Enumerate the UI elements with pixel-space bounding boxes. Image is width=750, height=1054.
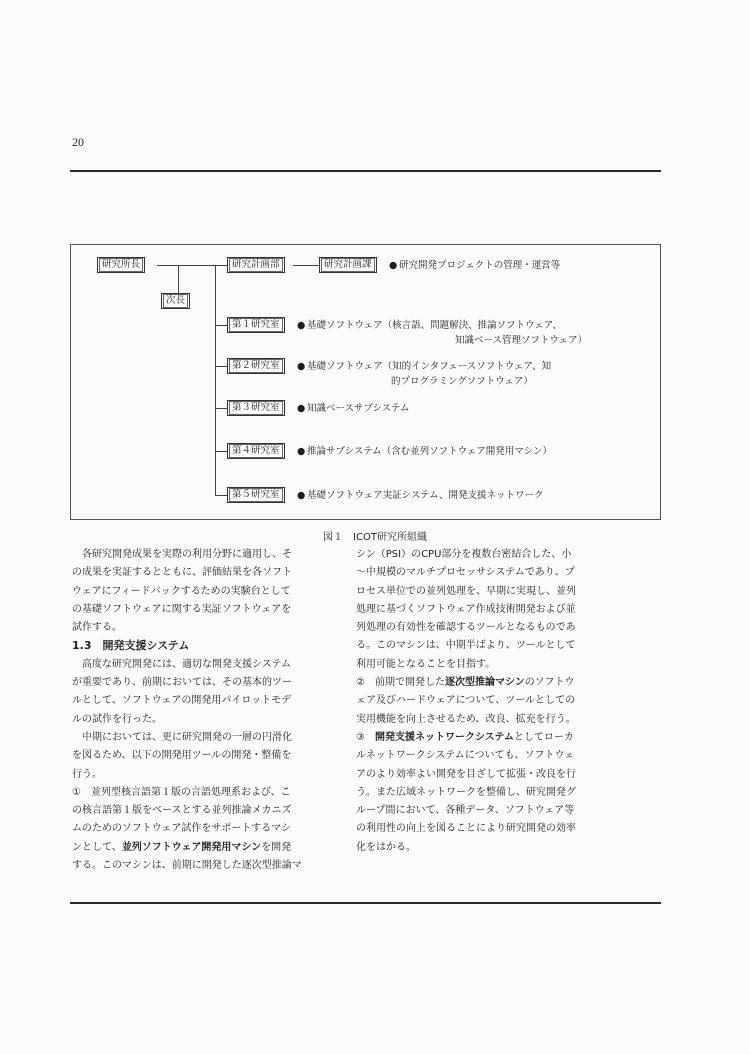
figure-caption: 図１ ICOT研究所組織 bbox=[323, 532, 427, 543]
text-line: する。このマシンは、前期に開発した逐次型推論マ bbox=[72, 860, 302, 872]
text-line: ループ間において、各種データ、ソフトウェア等 bbox=[356, 805, 575, 817]
director-box: 研究所長 bbox=[97, 257, 145, 273]
section-heading: 1.3 開発支援システム bbox=[72, 639, 190, 653]
text-line: 化をはかる。 bbox=[356, 841, 416, 853]
lab-3-desc: ● 知識ベースサブシステム bbox=[297, 403, 410, 414]
text-line: 行う。 bbox=[72, 768, 102, 780]
text-line: の成果を実証するとともに、評価結果を各ソフト bbox=[72, 567, 292, 579]
lab-5-desc: ● 基礎ソフトウェア実証システム、開発支援ネットワーク bbox=[297, 490, 544, 501]
text-line: 中期においては、更に研究開発の一層の円滑化 bbox=[72, 731, 292, 743]
lab-5-box: 第５研究室 bbox=[227, 487, 285, 503]
deputy-box: 次長 bbox=[161, 293, 190, 309]
lab-3-box: 第３研究室 bbox=[227, 400, 285, 416]
right-column bbox=[356, 546, 618, 857]
text-line: 列処理の有効性を確認するツールとなるものであ bbox=[356, 622, 576, 634]
text-line: 試作する。 bbox=[72, 622, 122, 634]
text-line: 高度な研究開発には、適切な開発支援システム bbox=[72, 658, 291, 670]
text-line: ルネットワークシステムについても、ソフトウェ bbox=[356, 750, 575, 762]
text-line: 利用可能となることを目指す。 bbox=[356, 658, 496, 670]
planning-desc: ● 研究開発プロジェクトの管理・運営等 bbox=[389, 260, 561, 271]
lab-4-box: 第４研究室 bbox=[227, 443, 285, 459]
text-line: シン（PSI）のCPU部分を複数台密結合した、小 bbox=[356, 549, 572, 560]
lab-1-box: 第１研究室 bbox=[227, 317, 285, 333]
text-line: の利用性の向上を図ることにより研究開発の効率 bbox=[356, 823, 576, 835]
text-line: が重要であり、前期においては、その基本的ツー bbox=[72, 677, 292, 689]
bottom-rule bbox=[70, 902, 661, 904]
text-line: アのより効率よい開発を目ざして拡張・改良を行 bbox=[356, 768, 576, 780]
left-column bbox=[72, 546, 340, 875]
lab-4-desc: ● 推論サブシステム（含む並列ソフトウェア開発用マシン） bbox=[297, 446, 553, 457]
planning-dept-box: 研究計画部 bbox=[227, 257, 285, 273]
text-line: ③ 開発支援ネットワークシステムとしてローカ bbox=[356, 731, 574, 743]
text-line: 実用機能を向上させるため、改良、拡充を行う。 bbox=[356, 713, 576, 725]
text-line: の核言語第１版をベースとする並列推論メカニズ bbox=[72, 805, 292, 817]
lab-2-box: 第２研究室 bbox=[227, 358, 285, 374]
text-line: ルとして、ソフトウェアの開発用パイロットモデ bbox=[72, 695, 292, 707]
text-line: 処理に基づくソフトウェア作成技術開発および並 bbox=[356, 603, 576, 615]
text-line: ロセス単位での並列処理を、早期に実現し、並列 bbox=[356, 585, 576, 597]
text-line: る。このマシンは、中期半ばより、ツールとして bbox=[356, 640, 576, 652]
page-number: 20 bbox=[72, 135, 84, 149]
text-line: ウェアにフィードバックするための実験台として bbox=[72, 585, 291, 597]
text-line: ② 前期で開発した逐次型推論マシンのソフトウ bbox=[356, 677, 575, 689]
text-line: 各研究開発成果を実際の利用分野に適用し、そ bbox=[72, 549, 292, 560]
text-line: ① 並列型核言語第１版の言語処理系および、こ bbox=[72, 786, 291, 798]
text-line: ルの試作を行った。 bbox=[72, 713, 162, 725]
text-line: う。また広域ネットワークを整備し、研究開発グ bbox=[356, 786, 576, 798]
lab-2-desc: ● 基礎ソフトウェア（知的インタフェースソフトウェア、知 的プログラミングソフトウェア） bbox=[297, 361, 552, 387]
org-chart-figure bbox=[70, 244, 661, 520]
text-line: ムのためのソフトウェア試作をサポートするマシ bbox=[72, 823, 292, 835]
top-rule bbox=[70, 170, 661, 172]
lab-1-desc: ● 基礎ソフトウェア（核言語、問題解決、推論ソフトウェア、 知識ベース管理ソフトウェア） bbox=[297, 320, 588, 346]
text-line: の基礎ソフトウェアに関する実証ソフトウェアを bbox=[72, 603, 292, 615]
text-line: ェア及びハードウェアについて、ツールとしての bbox=[356, 695, 575, 707]
planning-section-box: 研究計画課 bbox=[319, 257, 377, 273]
text-line: を図るため、以下の開発用ツールの開発・整備を bbox=[72, 750, 292, 762]
text-line: ンとして、並列ソフトウェア開発用マシンを開発 bbox=[72, 841, 292, 853]
text-line: ～中規模のマルチプロセッサシステムであり、プ bbox=[356, 567, 575, 579]
